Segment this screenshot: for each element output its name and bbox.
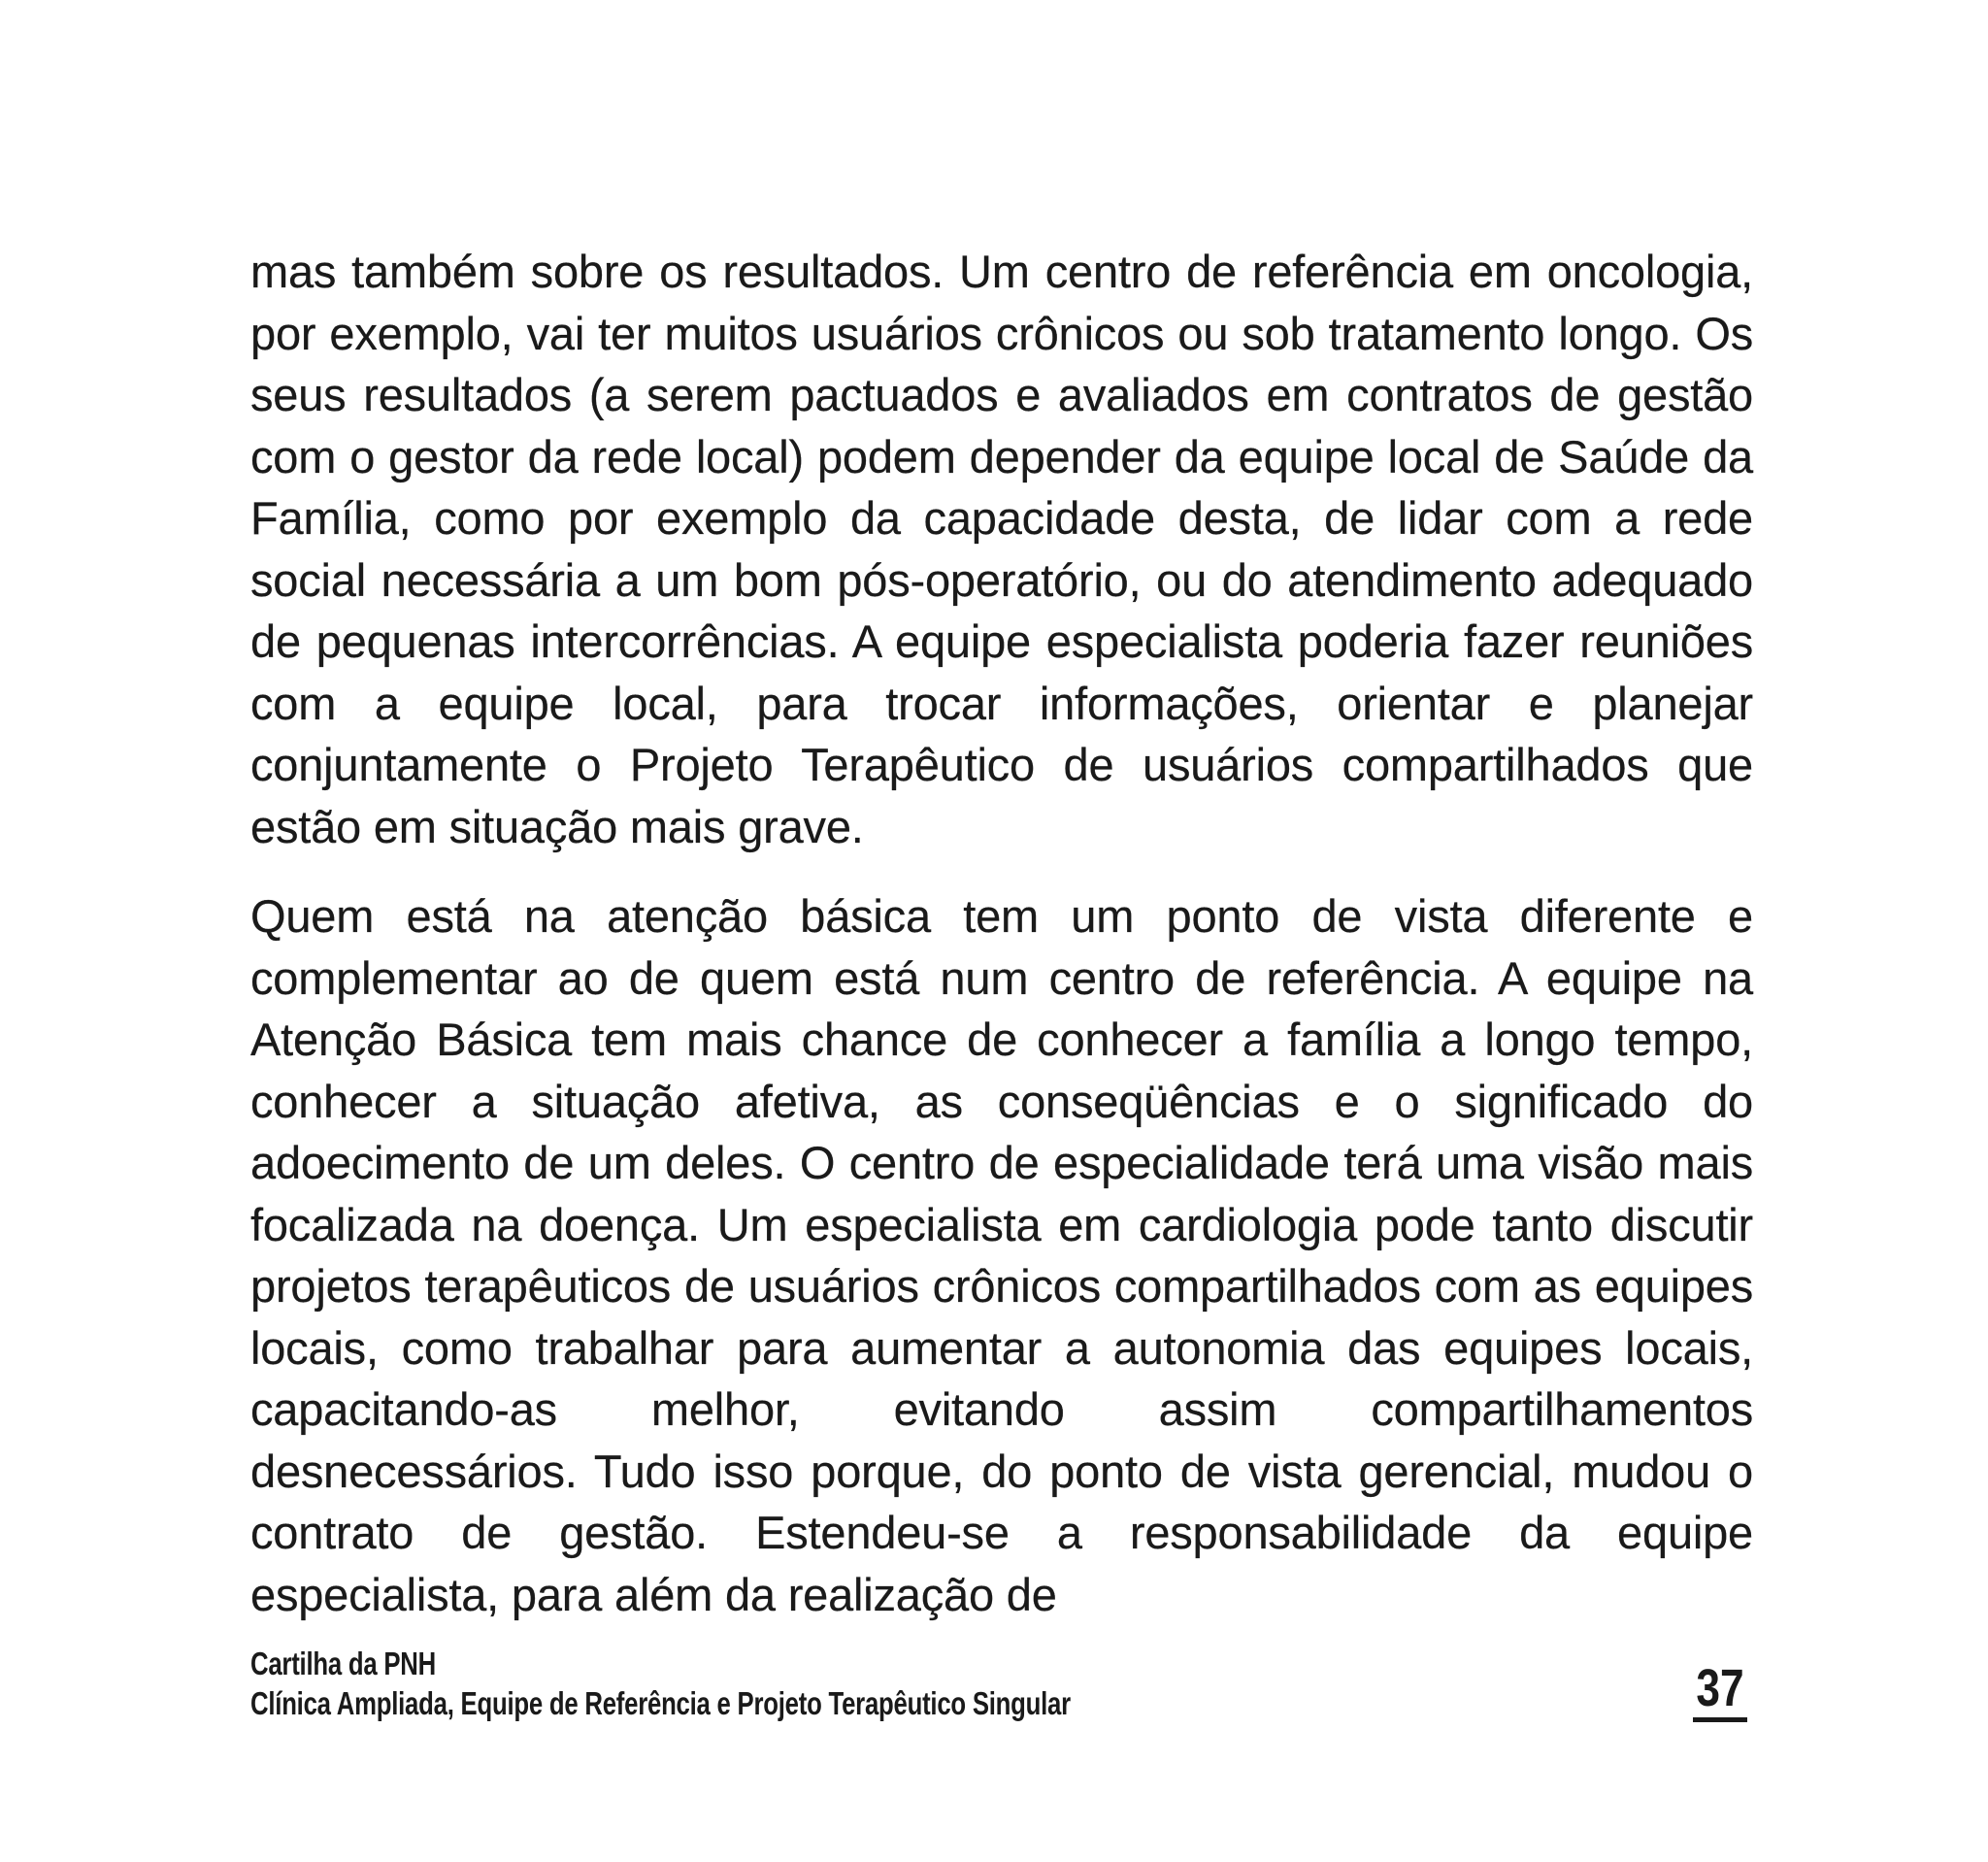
page-footer xyxy=(250,1644,1755,1760)
footer-publication-title: Cartilha da PNH xyxy=(250,1646,437,1681)
page-number: 37 xyxy=(1696,1659,1744,1717)
paragraph-2: Quem está na atenção básica tem um ponto de vista diferente e complementar ao de quem está num centro de referência. A equipe na Atenção Básica tem mais chance de conhecer a família a longo tempo, conhecer a situação afetiva, as conseqüências e o significado do adoecimento de um deles. O centro de especialidade terá uma visão mais focalizada na doença. Um especialista em cardiologia pode tanto discutir projetos terapêuticos de usuários crônicos compartilhados com as equipes locais, como trabalhar para aumentar a autonomia das equipes locais, capacitando-as melhor, evitando assim compartilhamentos desnecessários. Tudo isso porque, do ponto de vista gerencial, mudou o contrato de gestão. Estendeu-se a responsabilidade da equipe especialista, para além da realização de xyxy=(250,890,1753,1620)
footer-titles xyxy=(250,1644,1302,1723)
page-number-block xyxy=(1691,1661,1749,1722)
footer-publication-subtitle: Clínica Ampliada, Equipe de Referência e Projeto Terapêutico Singular xyxy=(250,1685,1071,1721)
text-column xyxy=(250,241,1753,1625)
page-number-underline xyxy=(1693,1717,1747,1722)
paragraph-1: mas também sobre os resultados. Um centro de referência em oncologia, por exemplo, vai ter muitos usuários crônicos ou sob tratamento longo. Os seus resultados (a serem pactuados e avaliados em contratos de gestão com o gestor da rede local) podem depender da equipe local de Saúde da Família, como por exemplo da capacidade desta, de lidar com a rede social necessária a um bom pós-operatório, ou do atendimento adequado de pequenas intercorrências. A equipe especialista poderia fazer reuniões com a equipe local, para trocar informações, orientar e planejar conjuntamente o Projeto Terapêutico de usuários compartilhados que estão em situação mais grave. xyxy=(250,246,1753,852)
